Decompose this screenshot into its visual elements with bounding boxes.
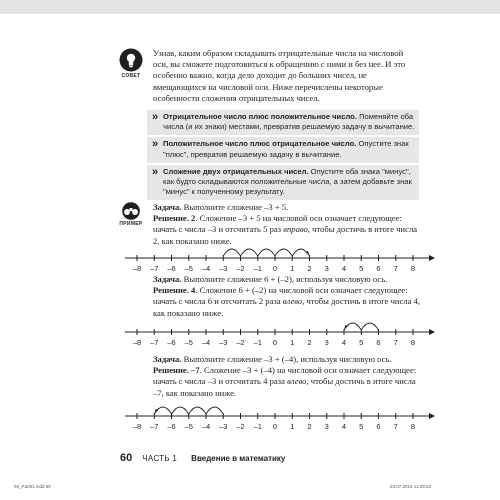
lightbulb-icon xyxy=(119,48,143,72)
tick-label: 1 xyxy=(290,338,295,347)
axis-arrowhead xyxy=(429,329,435,335)
tick-label: 7 xyxy=(393,338,398,347)
tick-label: 3 xyxy=(324,264,329,273)
task-label: Задача. xyxy=(153,274,182,284)
axis-arrowhead xyxy=(429,255,435,261)
tip-icon-block xyxy=(119,48,143,79)
bullet-title: Сложение двух отрицательных чисел. xyxy=(163,166,309,176)
tick-label: –5 xyxy=(184,338,193,347)
bullet-item xyxy=(147,110,419,135)
tick-label: –6 xyxy=(167,264,176,273)
solution-direction: вправо xyxy=(283,224,308,235)
number-line-2 xyxy=(123,302,439,350)
bullet-marker: » xyxy=(151,138,159,151)
slug-file: 03_Part01.indd 60 xyxy=(14,484,51,489)
tick-label: 3 xyxy=(324,338,329,347)
tick-label: 1 xyxy=(290,264,295,273)
hop-arc xyxy=(258,249,275,256)
bullet-list xyxy=(147,110,419,202)
number-line-1 xyxy=(123,228,439,276)
solution-text-before: . Сложение 6 + (–2) на числовой оси означает следующее: начать с числа 6 и отсчитать 2 раза xyxy=(153,285,408,307)
tick-label: –8 xyxy=(132,422,142,431)
solution-text-before: . Сложение –3 + (–4) на числовой оси означает следующее: начать с числа –3 и отсчитать 4 раза xyxy=(153,365,417,387)
tick-label: 7 xyxy=(393,422,398,431)
tick-label: –4 xyxy=(201,422,211,431)
tick-label: 2 xyxy=(307,338,312,347)
tick-label: 0 xyxy=(272,264,278,273)
number-line-svg xyxy=(123,302,439,350)
tick-label: 5 xyxy=(359,338,364,347)
slug-date: 23.07.2019 11:29:23 xyxy=(390,484,431,489)
top-margin-strip xyxy=(0,0,500,14)
task-text: Выполните сложение 6 + (–2), используя числовую ось. xyxy=(183,274,388,284)
tick-label: 1 xyxy=(290,422,295,431)
number-line-svg xyxy=(123,386,439,434)
hop-arc xyxy=(275,249,292,256)
hop-arc xyxy=(241,249,258,256)
tick-label: 4 xyxy=(341,264,347,273)
binoculars-icon xyxy=(118,202,144,220)
tick-label: –6 xyxy=(167,338,176,347)
tick-label: 6 xyxy=(376,338,381,347)
tick-label: 0 xyxy=(272,338,278,347)
tick-label: 8 xyxy=(410,264,416,273)
tick-label: 5 xyxy=(359,264,364,273)
bullet-item xyxy=(147,165,419,201)
solution-direction: влево xyxy=(282,296,303,307)
tick-label: –2 xyxy=(236,264,245,273)
solution-label: Решение. 4 xyxy=(153,285,196,296)
hop-arc xyxy=(361,323,378,330)
example-icon-block xyxy=(118,202,144,227)
tick-label: –3 xyxy=(219,422,228,431)
tick-label: –3 xyxy=(219,338,228,347)
bullet-item xyxy=(147,137,419,162)
example-label: ПРИМЕР xyxy=(119,221,143,227)
tick-label: 6 xyxy=(376,422,381,431)
part-title: Введение в математику xyxy=(191,454,286,463)
tick-label: –2 xyxy=(236,422,245,431)
tick-label: –5 xyxy=(184,264,193,273)
solution-text-before: . Сложение –3 + 5 на числовой оси означает следующее: начать с числа –3 и отсчитать 5 раз xyxy=(153,213,402,235)
tick-label: 8 xyxy=(410,422,416,431)
tick-label: 4 xyxy=(341,338,347,347)
tick-label: –7 xyxy=(150,422,159,431)
intro-paragraph: Узнав, каким образом складывать отрицательные числа на числовой оси, вы сможете подготовиться к обращению с ними и без нее. И это особенно важно, когда дело доходит до больших чисел, не вмещающихся на числовой оси. Ниже перечислены некоторые особенности сложения отрицательных чисел. xyxy=(153,48,406,103)
bullet-text: Опустите оба знака "минус", как будто складываются положительные числа, а затем добавьте знак "минус" к полученному результату. xyxy=(163,166,412,197)
tick-label: –4 xyxy=(201,338,211,347)
number-line-svg xyxy=(123,228,439,276)
tick-label: 2 xyxy=(307,422,312,431)
tick-label: –1 xyxy=(253,338,262,347)
tick-label: –1 xyxy=(253,264,262,273)
task-label: Задача. xyxy=(153,202,182,212)
tick-label: –4 xyxy=(201,264,211,273)
solution-label: Решение. –7 xyxy=(153,365,200,376)
hop-arc xyxy=(206,407,223,414)
tick-label: 7 xyxy=(393,264,398,273)
tick-label: –5 xyxy=(184,422,193,431)
task-text: Выполните сложение –3 + 5. xyxy=(183,202,289,212)
part-label: ЧАСТЬ 1 xyxy=(142,454,178,463)
tick-label: –7 xyxy=(150,264,159,273)
solution-text-after: , чтобы достичь в итоге числа –7, как показано ниже. xyxy=(153,376,416,398)
tick-label: 4 xyxy=(341,422,347,431)
tick-label: 5 xyxy=(359,422,364,431)
axis-arrowhead xyxy=(429,413,435,419)
bullet-marker: » xyxy=(151,111,159,123)
solution-text-after: , чтобы достичь в итоге числа 4, как показано ниже. xyxy=(153,296,421,318)
tick-label: 8 xyxy=(410,338,416,347)
solution-label: Решение. 2 xyxy=(153,213,196,224)
number-line-3 xyxy=(123,386,439,434)
tick-label: –8 xyxy=(132,264,142,273)
bullet-marker: » xyxy=(151,165,159,178)
book-page xyxy=(8,14,478,484)
tick-label: –6 xyxy=(167,422,176,431)
task-label: Задача. xyxy=(153,354,182,364)
tick-label: –8 xyxy=(132,338,142,347)
page-footer xyxy=(120,452,285,464)
solution-direction: влево xyxy=(287,376,307,387)
hop-arc xyxy=(223,249,240,256)
tick-label: –3 xyxy=(219,264,228,273)
solution-text-after: , чтобы достичь в итоге числа 2, как показано ниже. xyxy=(153,224,418,246)
bullet-text: Опустите знак "плюс", превратив решаемую задачу в вычитание. xyxy=(163,139,409,159)
tip-label: СОВЕТ xyxy=(121,73,141,79)
hop-arc xyxy=(189,407,206,414)
bullet-title: Положительное число плюс отрицательное число. xyxy=(163,139,357,149)
tick-label: 3 xyxy=(324,422,329,431)
tick-label: 0 xyxy=(272,422,278,431)
tick-label: 2 xyxy=(307,264,312,273)
tick-label: –1 xyxy=(253,422,262,431)
page-number: 60 xyxy=(120,452,133,464)
task-text: Выполните сложение –3 + (–4), используя числовую ось. xyxy=(183,354,392,364)
tick-label: –7 xyxy=(150,338,159,347)
tick-label: –2 xyxy=(236,338,245,347)
hop-arc xyxy=(172,407,189,414)
bullet-title: Отрицательное число плюс положительное число. xyxy=(163,112,357,121)
bullet-text: Поменяйте оба числа (и их знаки) местами, превратив решаемую задачу в вычитание. xyxy=(163,112,415,132)
tick-label: 6 xyxy=(376,264,381,273)
